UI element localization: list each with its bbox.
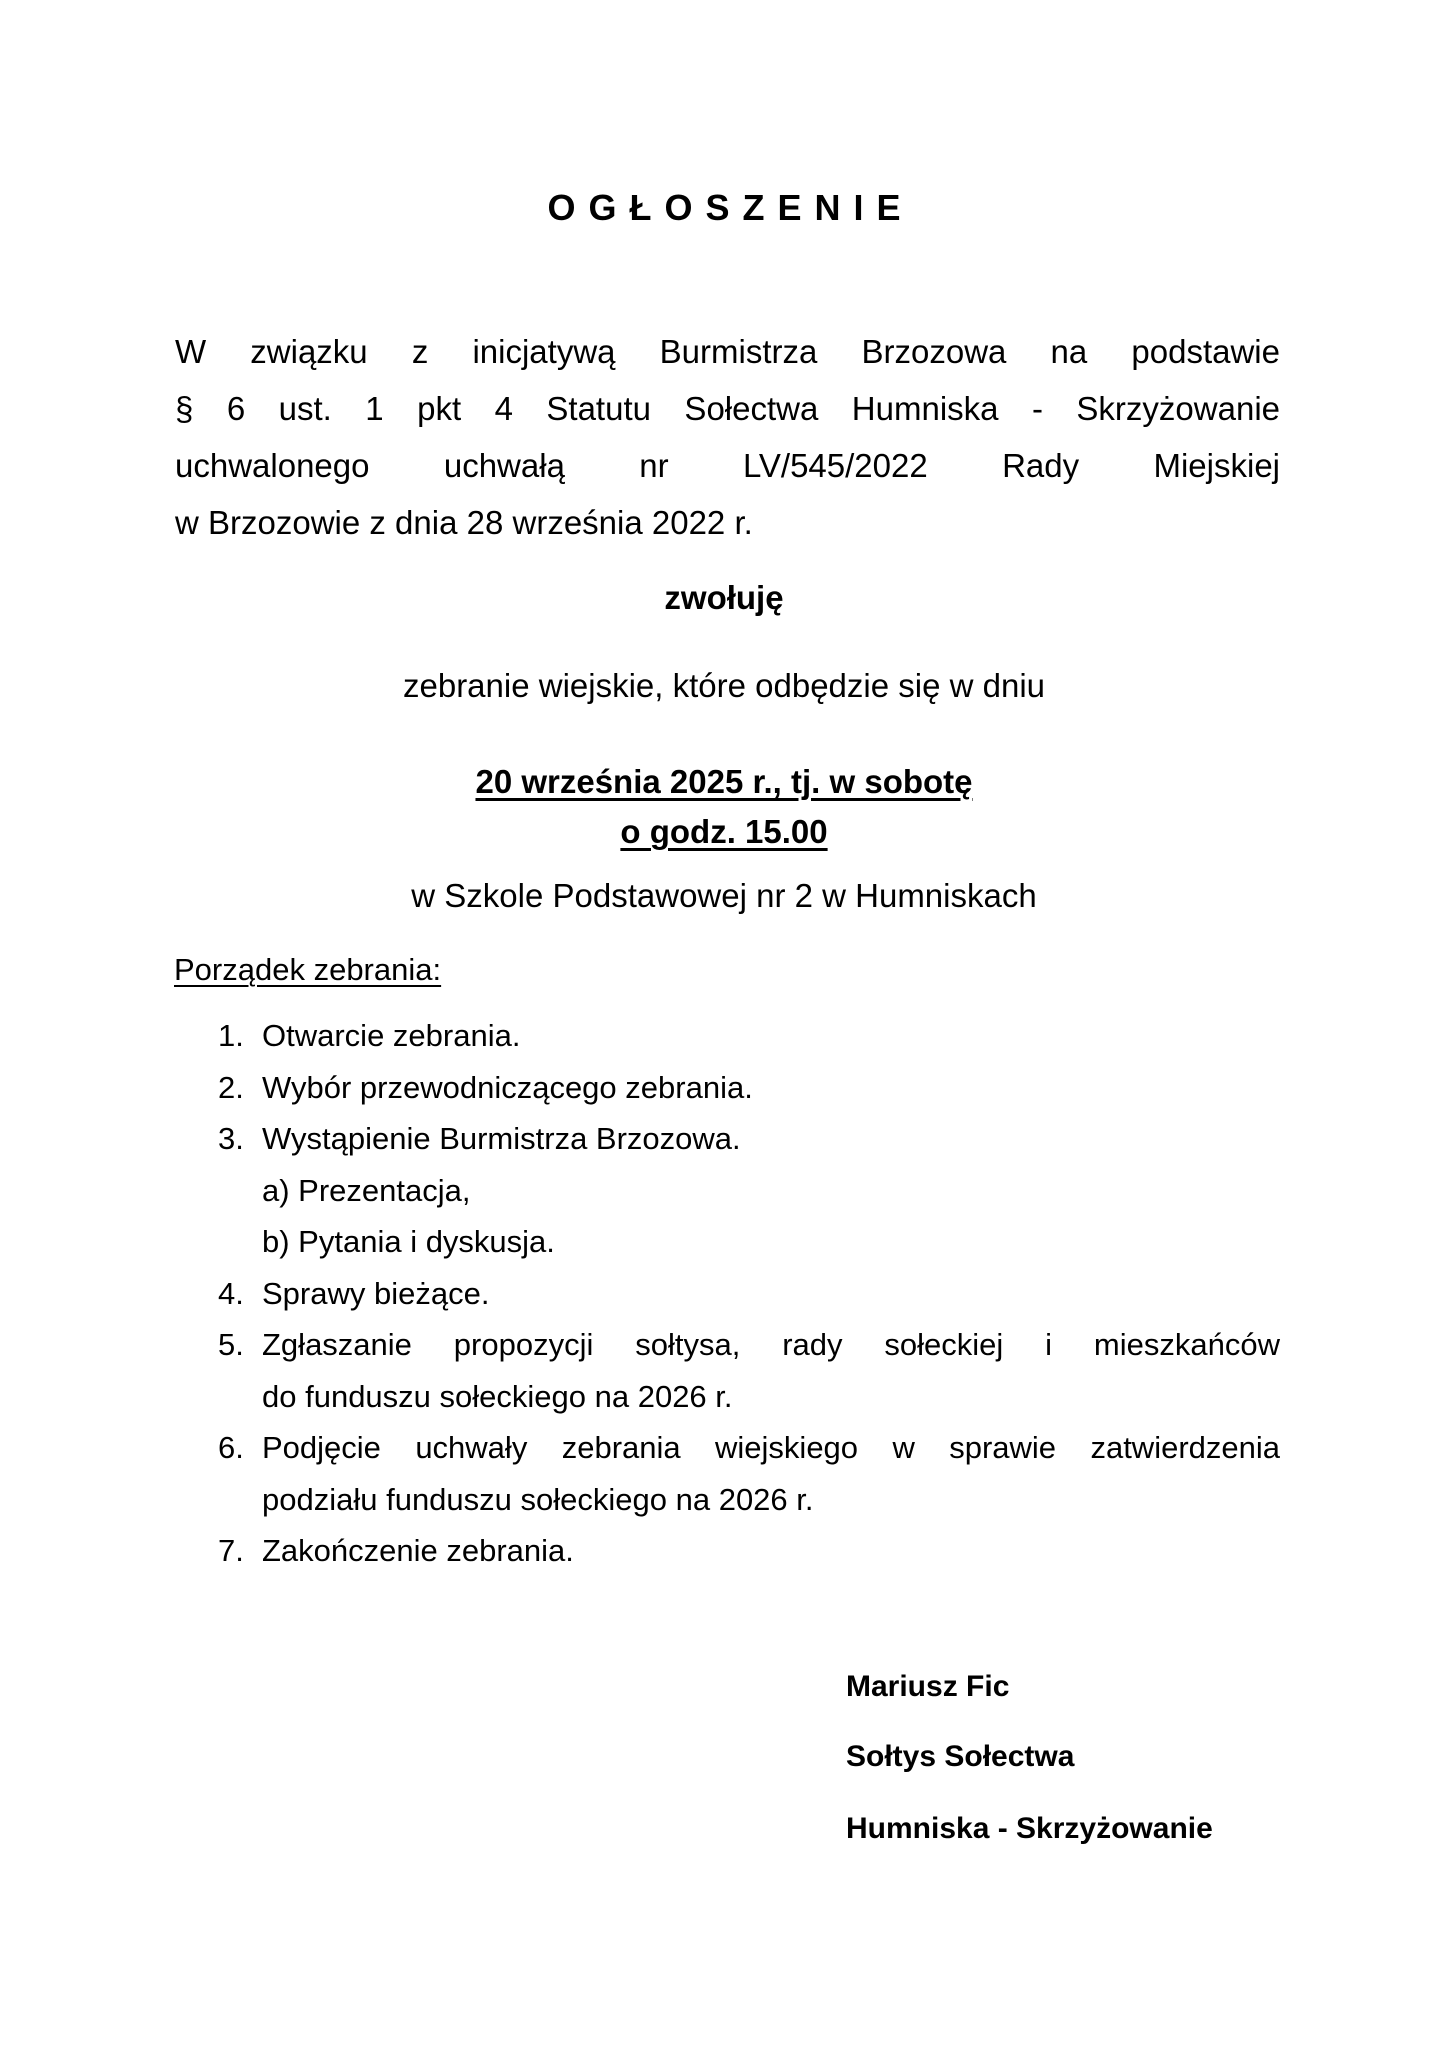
- agenda-item-text: [262, 1062, 1280, 1114]
- agenda-line: Otwarcie zebrania.: [262, 1018, 521, 1053]
- signature-role: Sołtys Sołectwa: [846, 1740, 1075, 1773]
- agenda-line: Podjęcie uchwały zebrania wiejskiego w sprawie zatwierdzenia: [262, 1430, 1280, 1465]
- agenda-item: [218, 1113, 1280, 1165]
- agenda-item-text: [262, 1113, 1280, 1165]
- agenda-item-number: 6.: [218, 1430, 244, 1465]
- convene-heading: zwołuję: [664, 579, 784, 616]
- agenda-subitem: b) Pytania i dyskusja.: [262, 1224, 555, 1259]
- intro-line: uchwalonego uchwałą nr LV/545/2022 Rady Miejskiej: [175, 447, 1280, 484]
- agenda-subitem: a) Prezentacja,: [262, 1172, 471, 1208]
- agenda-item: [218, 1010, 1280, 1062]
- agenda-list: [218, 1010, 1280, 1577]
- meeting-place: w Szkole Podstawowej nr 2 w Humniskach: [411, 877, 1037, 914]
- intro-line: w Brzozowie z dnia 28 września 2022 r.: [175, 504, 753, 541]
- agenda-item-number: 2.: [218, 1069, 244, 1105]
- agenda-item: [218, 1319, 1280, 1422]
- agenda-item: [218, 1268, 1280, 1320]
- agenda-item-number: 3.: [218, 1121, 244, 1156]
- agenda-item-text: [262, 1422, 1280, 1525]
- intro-line: § 6 ust. 1 pkt 4 Statutu Sołectwa Humniska - Skrzyżowanie: [175, 390, 1280, 427]
- agenda-heading: [174, 950, 441, 990]
- agenda-line: Wystąpienie Burmistrza Brzozowa.: [262, 1121, 741, 1156]
- intro-line: W związku z inicjatywą Burmistrza Brzozowa na podstawie: [175, 333, 1280, 370]
- agenda-item-number: 7.: [218, 1533, 244, 1568]
- agenda-heading-text: Porządek zebrania:: [174, 952, 442, 987]
- signature-village: Humniska - Skrzyżowanie: [846, 1812, 1213, 1845]
- meeting-date-text: 20 września 2025 r., tj. w sobotę: [475, 763, 973, 800]
- agenda-item-number: 4.: [218, 1275, 244, 1311]
- agenda-line: Zakończenie zebrania.: [262, 1533, 574, 1568]
- agenda-item: [218, 1422, 1280, 1525]
- intro-paragraph: [175, 323, 1280, 551]
- agenda-item-number: 1.: [218, 1018, 244, 1053]
- agenda-item-text: [262, 1268, 1280, 1320]
- agenda-line: Sprawy bieżące.: [262, 1275, 490, 1311]
- document-title: OGŁOSZENIE: [547, 187, 914, 228]
- agenda-line: Zgłaszanie propozycji sołtysa, rady sołeckiej i mieszkańców: [262, 1327, 1280, 1362]
- meeting-intro: zebranie wiejskie, które odbędzie się w dniu: [402, 667, 1046, 704]
- agenda-item-text: [262, 1319, 1280, 1422]
- agenda-item: [218, 1062, 1280, 1114]
- agenda-item-text: [262, 1525, 1280, 1577]
- meeting-time: [0, 812, 1448, 852]
- meeting-date: [0, 762, 1448, 802]
- agenda-line: Wybór przewodniczącego zebrania.: [262, 1069, 753, 1105]
- agenda-line: podziału funduszu sołeckiego na 2026 r.: [262, 1481, 814, 1517]
- agenda-item-text: [262, 1010, 1280, 1062]
- meeting-time-text: o godz. 15.00: [620, 813, 828, 850]
- agenda-item: [218, 1525, 1280, 1577]
- signature-name: Mariusz Fic: [846, 1670, 1010, 1703]
- agenda-item-number: 5.: [218, 1327, 244, 1362]
- agenda-line: do funduszu sołeckiego na 2026 r.: [262, 1378, 733, 1414]
